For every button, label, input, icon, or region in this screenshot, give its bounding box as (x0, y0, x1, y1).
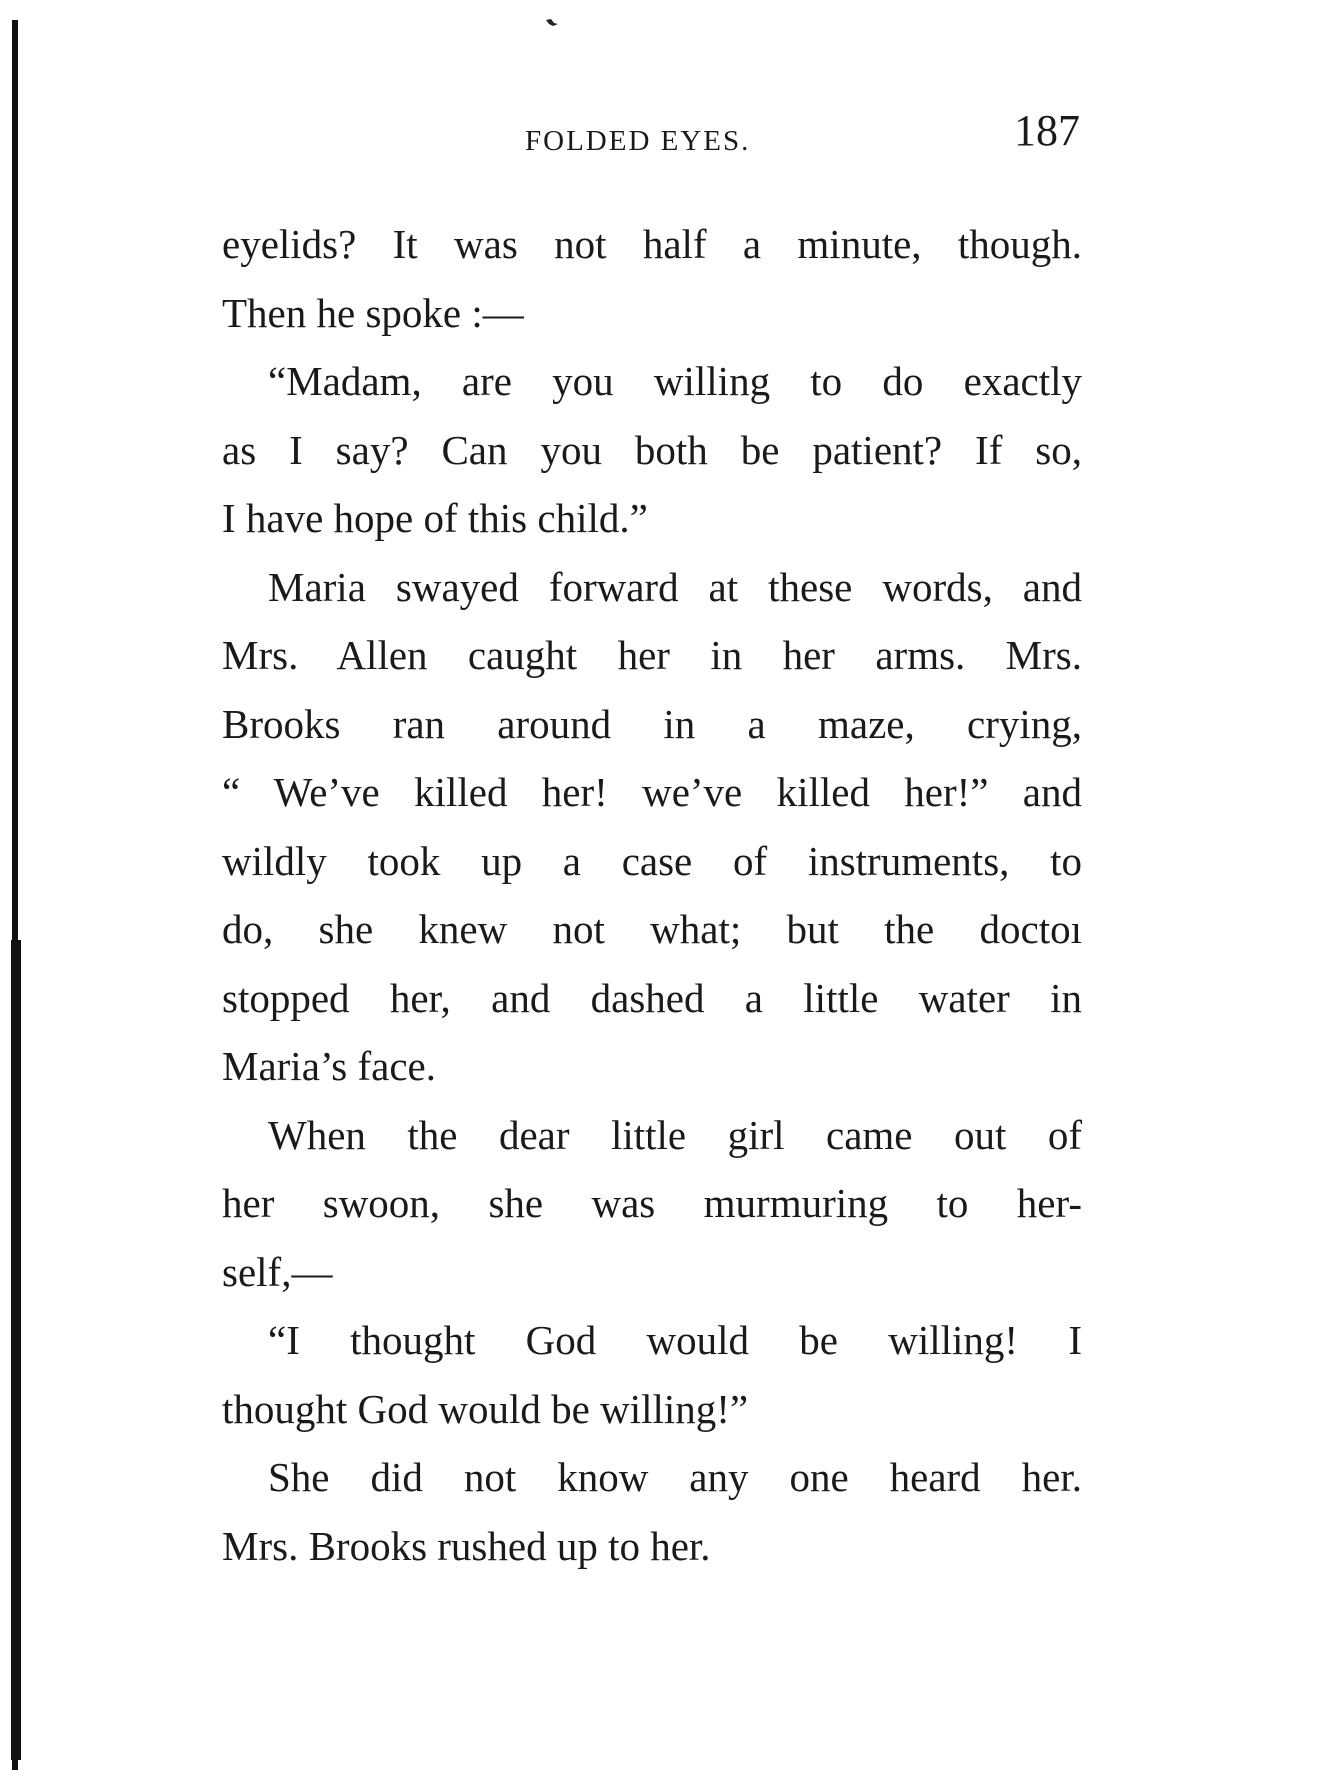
text-line: wildly took up a case of instruments, to (222, 837, 1082, 884)
body-text (222, 210, 1082, 1580)
text-line: stopped her, and dashed a little water in (222, 974, 1082, 1021)
text-line: Then he spoke :— (222, 289, 524, 336)
text-line: Maria swayed forward at these words, and (268, 563, 1082, 610)
text-line: do, she knew not what; but the doctoı (222, 906, 1082, 952)
text-line: When the dear little girl came out of (268, 1111, 1082, 1158)
text-line: as I say? Can you both be patient? If so, (222, 426, 1082, 473)
text-line: She did not know any one heard her. (268, 1454, 1082, 1500)
text-line: “I thought God would be willing! I (268, 1317, 1082, 1363)
running-title: FOLDED EYES. (525, 125, 751, 157)
text-line: self,— (222, 1248, 333, 1295)
text-line: her swoon, she was murmuring to her- (222, 1180, 1082, 1226)
binding-edge-shadow (11, 940, 21, 1760)
text-line: thought God would be willing!” (222, 1385, 749, 1432)
page-number: 187 (1014, 106, 1080, 155)
text-line: eyelids? It was not half a minute, though. (222, 221, 1082, 267)
text-line: Maria’s face. (222, 1043, 436, 1089)
text-line: “Madam, are you willing to do exactly (268, 358, 1082, 404)
page-header (220, 105, 1080, 165)
text-line: Mrs. Allen caught her in her arms. Mrs. (222, 632, 1082, 678)
text-line: Mrs. Brooks rushed up to her. (222, 1522, 711, 1569)
text-line: I have hope of this child.” (222, 495, 648, 541)
text-line: “ We’ve killed her! we’ve killed her!” and (222, 769, 1082, 815)
ink-speck-mark (545, 18, 559, 28)
text-line: Brooks ran around in a maze, crying, (222, 700, 1082, 747)
